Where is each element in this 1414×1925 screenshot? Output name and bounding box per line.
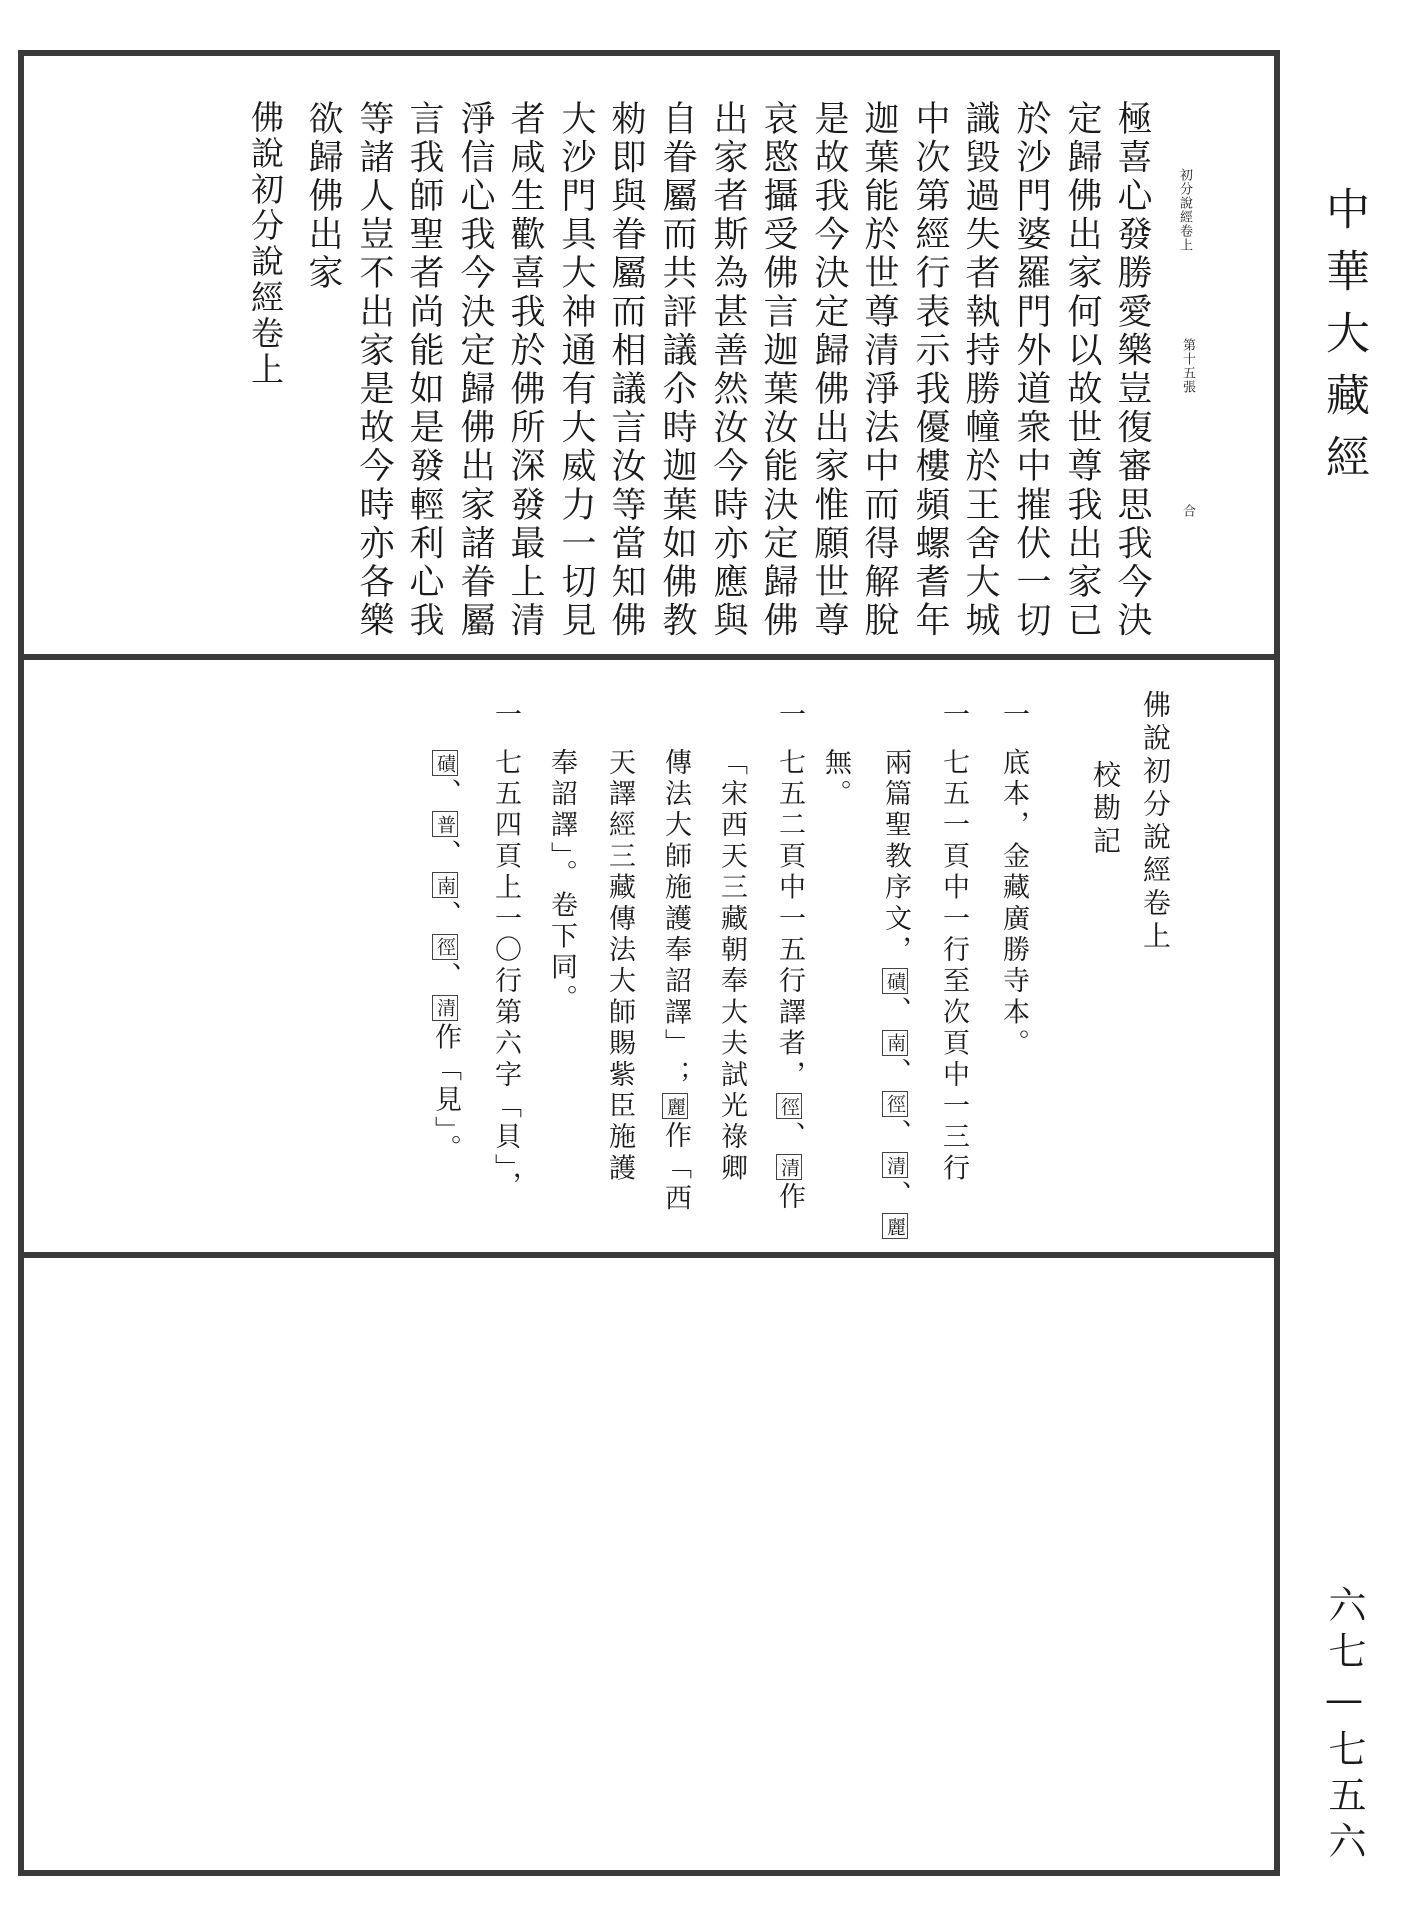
edition-mark: 清: [882, 1152, 908, 1178]
note-text: 、: [880, 1180, 911, 1212]
scripture-column: 淨信心我今決定歸佛出家諸眷屬: [455, 100, 495, 641]
scripture-column: 哀愍攝受佛言迦葉汝能決定歸佛: [758, 100, 798, 641]
note-text: 、: [430, 778, 461, 810]
scripture-column: 極喜心發勝愛樂豈復審思我今決: [1112, 100, 1152, 641]
scripture-column: 者咸生歡喜我於佛所深發最上清: [505, 100, 545, 641]
note-line: [492, 748, 519, 1203]
scripture-column: 迦葉能於世尊清淨法中而得解脫: [859, 100, 899, 641]
note-line: [548, 748, 575, 1015]
side-title: 中華大藏經: [1318, 186, 1369, 496]
scripture-column: 大沙門具大神通有大威力一切見: [556, 100, 596, 641]
edition-mark: 清: [776, 1154, 802, 1180]
edition-mark: 徑: [882, 1091, 908, 1117]
note-line: [718, 748, 745, 1185]
note-text: 底本，金藏廣勝寺本。: [998, 748, 1029, 1060]
note-marker: 一: [938, 700, 969, 732]
edition-mark: 南: [432, 872, 458, 898]
note-marker: 一: [774, 700, 805, 732]
note-text: 作「西: [660, 1121, 691, 1215]
scripture-column: 定歸佛出家何以故世尊我出家已: [1062, 100, 1102, 641]
note-text: 傳法大師施護奉詔譯」；: [660, 748, 691, 1092]
edition-mark: 磧: [882, 968, 908, 994]
section-divider: [18, 654, 1280, 660]
edition-mark: 清: [432, 995, 458, 1021]
note-text: 、: [880, 1057, 911, 1089]
note-text: 七五四頁上一〇行第六字「貝」，: [490, 748, 521, 1203]
note-text: 無。: [820, 748, 851, 811]
note-text: 「宋西天三藏朝奉大夫試光祿卿: [716, 748, 747, 1185]
note-line: [822, 748, 849, 810]
note-text: 、: [880, 996, 911, 1028]
note-text: 、: [430, 839, 461, 871]
note-line: [662, 748, 689, 1215]
scripture-column: 中次第經行表示我優樓頻螺耆年: [910, 100, 950, 641]
note-line: [1000, 748, 1027, 1060]
collation-notes: [0, 700, 1414, 1240]
scripture-column: 言我師聖者尚能如是發輕利心我: [404, 100, 444, 641]
edition-mark: 普: [432, 811, 458, 837]
collation-title: 佛說初分說經卷上: [1139, 690, 1172, 954]
edition-mark: 南: [882, 1030, 908, 1056]
edition-mark: 麗: [662, 1093, 688, 1119]
scripture-column: 識毀過失者執持勝幢於王舍大城: [960, 100, 1000, 641]
note-marker: 一: [998, 700, 1029, 732]
page-number: 六七—七五六: [1322, 1585, 1366, 1867]
note-line: [606, 748, 633, 1185]
note-line: [776, 748, 803, 1214]
scripture-column: 等諸人豈不出家是故今時亦各樂: [354, 100, 394, 641]
note-text: 、: [430, 900, 461, 932]
scripture-column: 出家者斯為甚善然汝今時亦應與: [708, 100, 748, 641]
scripture-column: 自眷屬而共評議尒時迦葉如佛教: [657, 100, 697, 641]
scripture-column: 是故我今決定歸佛出家惟願世尊: [809, 100, 849, 641]
edition-mark: 徑: [776, 1093, 802, 1119]
note-text: 七五二頁中一五行譯者，: [774, 748, 805, 1092]
note-text: 奉詔譯」。卷下同。: [546, 748, 577, 1016]
section-divider: [18, 1252, 1280, 1258]
scripture-column: 勑即與眷屬而相議言汝等當知佛: [606, 100, 646, 641]
note-text: 天譯經三藏傳法大師賜紫臣施護: [604, 748, 635, 1185]
scripture-column: 欲歸佛出家: [303, 100, 343, 293]
edition-mark: 麗: [882, 1213, 908, 1239]
note-text: 作: [774, 1182, 805, 1214]
note-text: 作「見」。: [430, 1022, 461, 1166]
note-text: 兩篇聖教序文，: [880, 748, 911, 967]
note-text: 、: [880, 1118, 911, 1151]
end-title: 佛說初分說經卷上: [246, 100, 285, 388]
scripture-text: [0, 100, 1414, 640]
note-line: [882, 748, 909, 1241]
running-head-sheet: 第十五張: [1180, 338, 1195, 394]
collation-heading: 校勘記: [1089, 760, 1122, 859]
running-head-title: 初分說經卷上: [1177, 168, 1192, 252]
note-marker: 一: [490, 700, 521, 732]
note-line: [940, 748, 967, 1185]
edition-mark: 磧: [432, 750, 458, 776]
note-line: [432, 748, 459, 1165]
scripture-column: 於沙門婆羅門外道衆中摧伏一切: [1011, 100, 1051, 641]
note-text: 、: [430, 961, 461, 993]
note-text: 、: [774, 1121, 805, 1153]
running-head-char: 合: [1180, 504, 1195, 518]
note-text: 七五一頁中一行至次頁中一三行: [938, 748, 969, 1185]
edition-mark: 徑: [432, 934, 458, 960]
